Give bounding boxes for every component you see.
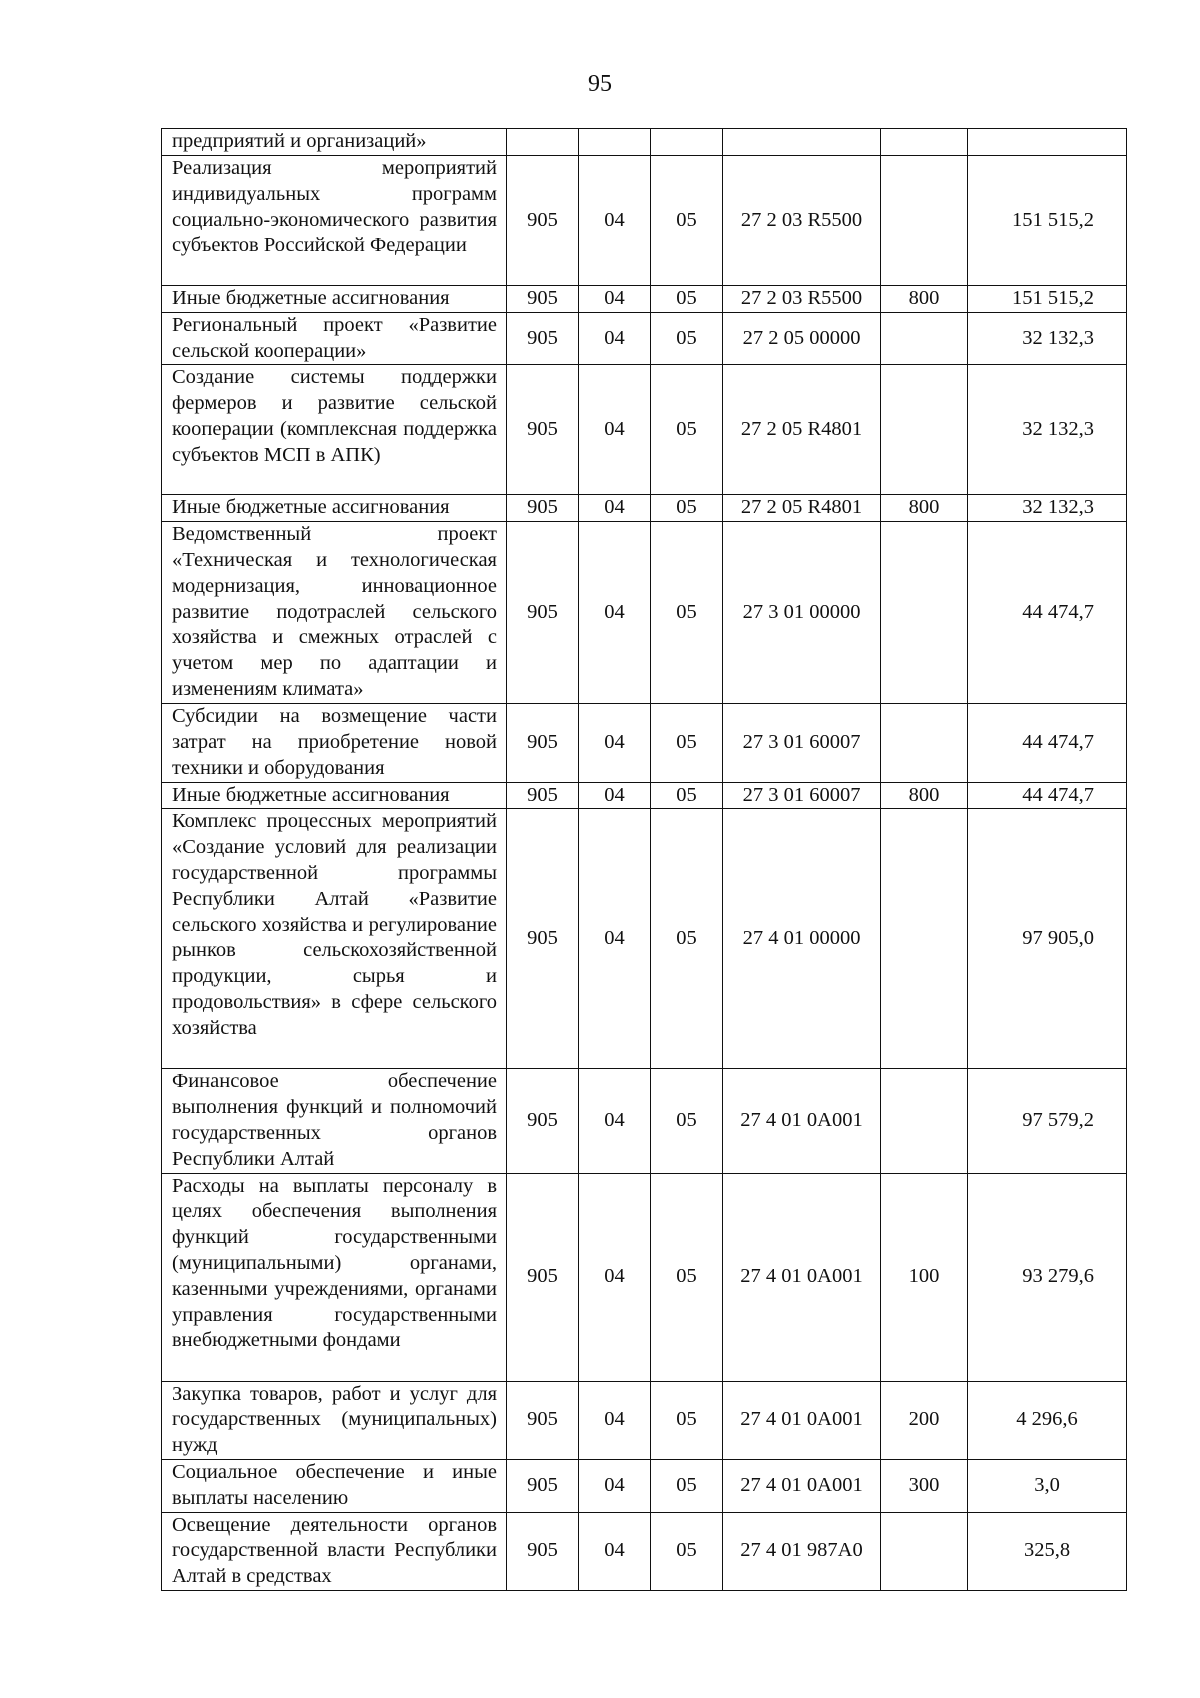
- expense-type-cell: [881, 129, 968, 156]
- expense-name-cell: Социальное обеспечение и иные выплаты населению: [162, 1459, 507, 1512]
- gr-code-cell: 905: [507, 1173, 579, 1381]
- gr-code-cell: 905: [507, 156, 579, 286]
- subsection-cell: 05: [651, 1381, 723, 1459]
- table-row: [162, 782, 1127, 809]
- section-cell: [579, 129, 651, 156]
- expense-type-cell: 800: [881, 782, 968, 809]
- expense-type-cell: [881, 1069, 968, 1173]
- expense-type-cell: [881, 1512, 968, 1590]
- gr-code-cell: 905: [507, 365, 579, 495]
- target-article-cell: 27 4 01 0А001: [723, 1459, 881, 1512]
- subsection-cell: 05: [651, 312, 723, 365]
- table-row: [162, 704, 1127, 782]
- subsection-cell: 05: [651, 1459, 723, 1512]
- section-cell: 04: [579, 156, 651, 286]
- subsection-cell: 05: [651, 156, 723, 286]
- table-row: [162, 495, 1127, 522]
- table-row: [162, 809, 1127, 1069]
- section-cell: 04: [579, 1459, 651, 1512]
- amount-cell: 44 474,7: [968, 522, 1127, 704]
- gr-code-cell: 905: [507, 1381, 579, 1459]
- table-row: [162, 365, 1127, 495]
- target-article-cell: 27 4 01 0А001: [723, 1069, 881, 1173]
- target-article-cell: 27 3 01 00000: [723, 522, 881, 704]
- subsection-cell: 05: [651, 704, 723, 782]
- gr-code-cell: 905: [507, 1069, 579, 1173]
- gr-code-cell: 905: [507, 782, 579, 809]
- gr-code-cell: 905: [507, 522, 579, 704]
- subsection-cell: 05: [651, 782, 723, 809]
- section-cell: 04: [579, 312, 651, 365]
- expense-name-cell: Иные бюджетные ассигнования: [162, 286, 507, 313]
- section-cell: 04: [579, 704, 651, 782]
- target-article-cell: 27 4 01 987А0: [723, 1512, 881, 1590]
- subsection-cell: 05: [651, 365, 723, 495]
- table-row: [162, 1173, 1127, 1381]
- target-article-cell: 27 2 05 R4801: [723, 365, 881, 495]
- section-cell: 04: [579, 495, 651, 522]
- target-article-cell: [723, 129, 881, 156]
- section-cell: 04: [579, 1381, 651, 1459]
- page-number: 95: [588, 71, 612, 97]
- target-article-cell: 27 4 01 00000: [723, 809, 881, 1069]
- section-cell: 04: [579, 522, 651, 704]
- amount-cell: [968, 129, 1127, 156]
- amount-cell: 44 474,7: [968, 782, 1127, 809]
- expense-type-cell: [881, 809, 968, 1069]
- section-cell: 04: [579, 1069, 651, 1173]
- table-row: [162, 1381, 1127, 1459]
- subsection-cell: 05: [651, 1173, 723, 1381]
- amount-cell: 32 132,3: [968, 365, 1127, 495]
- table-row: [162, 286, 1127, 313]
- target-article-cell: 27 3 01 60007: [723, 782, 881, 809]
- table-row: [162, 1069, 1127, 1173]
- amount-cell: 325,8: [968, 1512, 1127, 1590]
- gr-code-cell: 905: [507, 1512, 579, 1590]
- table-row: [162, 1459, 1127, 1512]
- amount-cell: 97 905,0: [968, 809, 1127, 1069]
- amount-cell: 151 515,2: [968, 156, 1127, 286]
- table-row: [162, 156, 1127, 286]
- expense-type-cell: 300: [881, 1459, 968, 1512]
- expense-name-cell: Расходы на выплаты персоналу в целях обеспечения выполнения функций государственными (муниципальными) органами, казенными учреждениями, органами управления государственными внебюджетными фондами: [162, 1173, 507, 1381]
- expense-type-cell: [881, 704, 968, 782]
- expense-name-cell: Иные бюджетные ассигнования: [162, 782, 507, 809]
- expense-type-cell: 800: [881, 495, 968, 522]
- expense-name-cell: Финансовое обеспечение выполнения функций и полномочий государственных органов Республики Алтай: [162, 1069, 507, 1173]
- subsection-cell: 05: [651, 1069, 723, 1173]
- gr-code-cell: 905: [507, 495, 579, 522]
- expense-type-cell: [881, 156, 968, 286]
- target-article-cell: 27 2 05 00000: [723, 312, 881, 365]
- expense-name-cell: Комплекс процессных мероприятий «Создание условий для реализации государственной программы Республики Алтай «Развитие сельского хозяйства и регулирование рынков сельскохозяйственной продукции, сырья и продовольствия» в сфере сельского хозяйства: [162, 809, 507, 1069]
- expense-name-cell: предприятий и организаций»: [162, 129, 507, 156]
- target-article-cell: 27 2 03 R5500: [723, 156, 881, 286]
- section-cell: 04: [579, 782, 651, 809]
- expense-name-cell: Ведомственный проект «Техническая и технологическая модернизация, инновационное развитие подотраслей сельского хозяйства и смежных отраслей с учетом мер по адаптации и изменениям климата»: [162, 522, 507, 704]
- expense-type-cell: [881, 522, 968, 704]
- subsection-cell: 05: [651, 286, 723, 313]
- target-article-cell: 27 2 05 R4801: [723, 495, 881, 522]
- gr-code-cell: [507, 129, 579, 156]
- expense-type-cell: 200: [881, 1381, 968, 1459]
- subsection-cell: 05: [651, 495, 723, 522]
- amount-cell: 3,0: [968, 1459, 1127, 1512]
- gr-code-cell: 905: [507, 1459, 579, 1512]
- subsection-cell: 05: [651, 522, 723, 704]
- section-cell: 04: [579, 1173, 651, 1381]
- gr-code-cell: 905: [507, 286, 579, 313]
- expense-name-cell: Реализация мероприятий индивидуальных программ социально-экономического развития субъектов Российской Федерации: [162, 156, 507, 286]
- subsection-cell: 05: [651, 809, 723, 1069]
- amount-cell: 32 132,3: [968, 495, 1127, 522]
- amount-cell: 44 474,7: [968, 704, 1127, 782]
- amount-cell: 32 132,3: [968, 312, 1127, 365]
- gr-code-cell: 905: [507, 809, 579, 1069]
- amount-cell: 93 279,6: [968, 1173, 1127, 1381]
- budget-table: [161, 128, 1127, 1591]
- target-article-cell: 27 4 01 0А001: [723, 1173, 881, 1381]
- expense-name-cell: Освещение деятельности органов государственной власти Республики Алтай в средствах: [162, 1512, 507, 1590]
- subsection-cell: 05: [651, 1512, 723, 1590]
- table-row: [162, 312, 1127, 365]
- section-cell: 04: [579, 365, 651, 495]
- gr-code-cell: 905: [507, 312, 579, 365]
- table-row: [162, 522, 1127, 704]
- amount-cell: 97 579,2: [968, 1069, 1127, 1173]
- amount-cell: 4 296,6: [968, 1381, 1127, 1459]
- expense-name-cell: Субсидии на возмещение части затрат на приобретение новой техники и оборудования: [162, 704, 507, 782]
- table-row: [162, 1512, 1127, 1590]
- section-cell: 04: [579, 1512, 651, 1590]
- expense-type-cell: 800: [881, 286, 968, 313]
- amount-cell: 151 515,2: [968, 286, 1127, 313]
- target-article-cell: 27 4 01 0А001: [723, 1381, 881, 1459]
- target-article-cell: 27 2 03 R5500: [723, 286, 881, 313]
- expense-type-cell: [881, 312, 968, 365]
- target-article-cell: 27 3 01 60007: [723, 704, 881, 782]
- expense-name-cell: Закупка товаров, работ и услуг для государственных (муниципальных) нужд: [162, 1381, 507, 1459]
- table-row: [162, 129, 1127, 156]
- expense-name-cell: Создание системы поддержки фермеров и развитие сельской кооперации (комплексная поддержка субъектов МСП в АПК): [162, 365, 507, 495]
- subsection-cell: [651, 129, 723, 156]
- section-cell: 04: [579, 809, 651, 1069]
- expense-name-cell: Иные бюджетные ассигнования: [162, 495, 507, 522]
- expense-type-cell: [881, 365, 968, 495]
- expense-type-cell: 100: [881, 1173, 968, 1381]
- section-cell: 04: [579, 286, 651, 313]
- expense-name-cell: Региональный проект «Развитие сельской кооперации»: [162, 312, 507, 365]
- gr-code-cell: 905: [507, 704, 579, 782]
